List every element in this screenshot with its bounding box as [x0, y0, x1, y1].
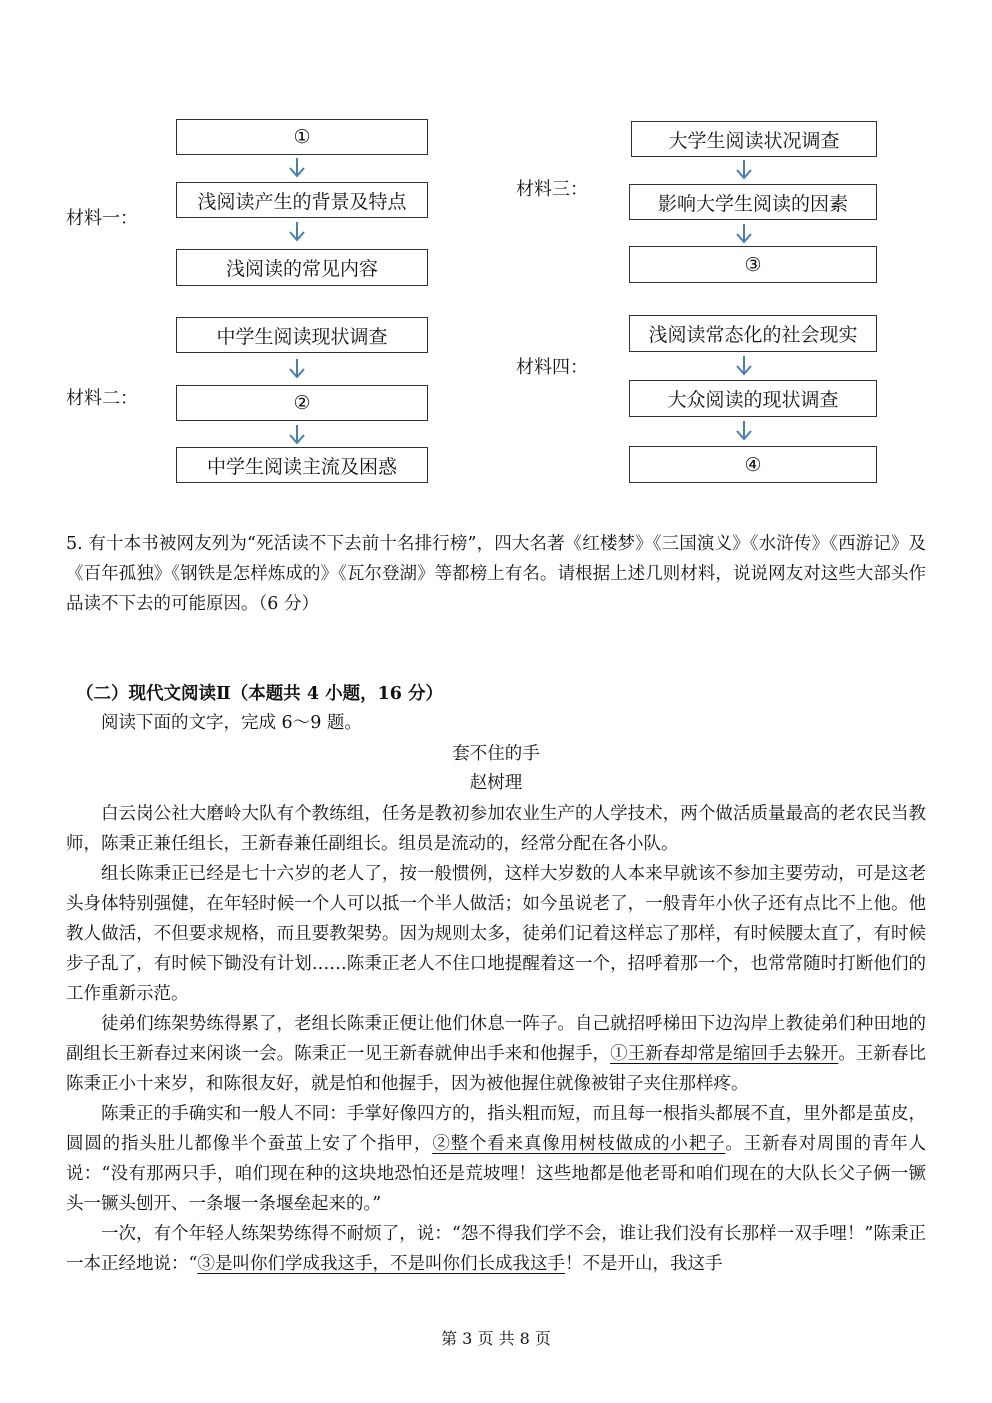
paragraph-4-text-a: 陈秉正的手确实和一般人不同：手掌好像四方的，指头粗而短，而且每一根指头都展不直，里外都是茧皮，圆圆的指头肚儿都像半个蚕茧上安了个指甲，: [66, 1104, 926, 1154]
material-1-box-2: 浅阅读产生的背景及特点: [176, 182, 428, 218]
material-1-box-1: ①: [176, 119, 428, 155]
down-arrow-icon: [734, 420, 754, 442]
material-4-label: 材料四：: [516, 357, 588, 378]
down-arrow-icon: [734, 223, 754, 245]
underlined-sentence-2: ②整个看来真像用树枝做成的小耙子: [432, 1134, 726, 1154]
article-paragraph-1: 白云岗公社大磨岭大队有个教练组，任务是教初参加农业生产的人学技术，两个做活质量最高的老农民当教师，陈秉正兼任组长，王新春兼任副组长。组员是流动的，经常分配在各小队。: [66, 804, 926, 854]
down-arrow-icon: [734, 159, 754, 181]
down-arrow-icon: [734, 355, 754, 377]
material-4-box-2: 大众阅读的现状调查: [629, 380, 877, 417]
question-5: 5. 有十本书被网友列为“死活读不下去前十名排行榜”，四大名著《红楼梦》《三国演义》《水浒传》《西游记》及《百年孤独》《钢铁是怎样炼成的》《瓦尔登湖》等都榜上有名。请根据上述几则材料，说说网友对这些大部头作品读不下去的可能原因。（6 分）: [66, 534, 926, 614]
down-arrow-icon: [287, 358, 307, 380]
material-2-box-3: 中学生阅读主流及困惑: [176, 447, 428, 483]
material-1-label: 材料一：: [66, 208, 138, 229]
material-3-box-3: ③: [629, 246, 877, 283]
article-title: 套不住的手: [452, 744, 540, 764]
article-paragraph-4: [66, 1099, 926, 1219]
material-2-box-1: 中学生阅读现状调查: [176, 317, 428, 353]
article-paragraph-5: [66, 1219, 926, 1279]
article-body: [66, 799, 926, 1279]
paragraph-5-text-a: 一次，有个年轻人练架势练得不耐烦了，说：“怨不得我们学不会，谁让我们没有长那样一双手哩！”陈秉正一本正经地说：“: [66, 1224, 926, 1274]
material-2-label: 材料二：: [66, 388, 138, 409]
paragraph-3-text-b: 。王新春比陈秉正小十来岁，和陈很友好，就是怕和他握手，因为被他握住就像被钳子夹住那样疼。: [66, 1044, 927, 1094]
paragraph-3-text-a: 徒弟们练架势练得累了，老组长陈秉正便让他们休息一阵子。自己就招呼梯田下边沟岸上教徒弟们种田地的副组长王新春过来闲谈一会。陈秉正一见王新春就伸出手来和他握手，: [66, 1014, 926, 1064]
article-author: 赵树理: [469, 773, 523, 793]
article-paragraph-2: 组长陈秉正已经是七十六岁的老人了，按一般惯例，这样大岁数的人本来早就该不参加主要劳动，可是这老头身体特别强健，在年轻时候一个人可以抵一个半人做活；如今虽说老了，一般青年小伙子还有点比不上他。他教人做活，不但要求规格，而且要教架势。因为规则太多，徒弟们记着这样忘了那样，有时候腰太直了，有时候步子乱了，有时候下锄没有计划……陈秉正老人不住口地提醒着这一个，招呼着那一个，也常常随时打断他们的工作重新示范。: [66, 864, 926, 1004]
section-instruction: 阅读下面的文字，完成 6～9 题。: [101, 713, 362, 733]
paragraph-5-text-b: ！不是开山，我这手: [564, 1254, 723, 1274]
down-arrow-icon: [287, 424, 307, 446]
material-3-box-1: 大学生阅读状况调查: [631, 121, 877, 157]
material-3-box-2: 影响大学生阅读的因素: [629, 184, 877, 220]
page-footer: 第 3 页 共 8 页: [441, 1329, 551, 1348]
underlined-sentence-3: ③是叫你们学成我这手，不是叫你们长成我这手: [197, 1254, 565, 1274]
article-paragraph-3: [66, 1009, 926, 1099]
paragraph-4-text-b: 。王新春对周围的青年人说：“没有那两只手，咱们现在种的这块地恐怕还是荒坡哩！这些地都是他老哥和咱们现在的大队长父子俩一镢头一镢头刨开、一条堰一条堰垒起来的。”: [66, 1134, 927, 1214]
down-arrow-icon: [287, 221, 307, 243]
material-3-label: 材料三：: [516, 179, 588, 200]
underlined-sentence-1: ①王新春却常是缩回手去躲开: [610, 1044, 839, 1064]
material-4-box-3: ④: [629, 446, 877, 483]
material-1-box-3: 浅阅读的常见内容: [176, 249, 428, 286]
down-arrow-icon: [287, 157, 307, 179]
section-heading: （二）现代文阅读Ⅱ（本题共 4 小题，16 分）: [76, 684, 444, 704]
material-4-box-1: 浅阅读常态化的社会现实: [629, 315, 877, 352]
material-2-box-2: ②: [176, 385, 428, 421]
